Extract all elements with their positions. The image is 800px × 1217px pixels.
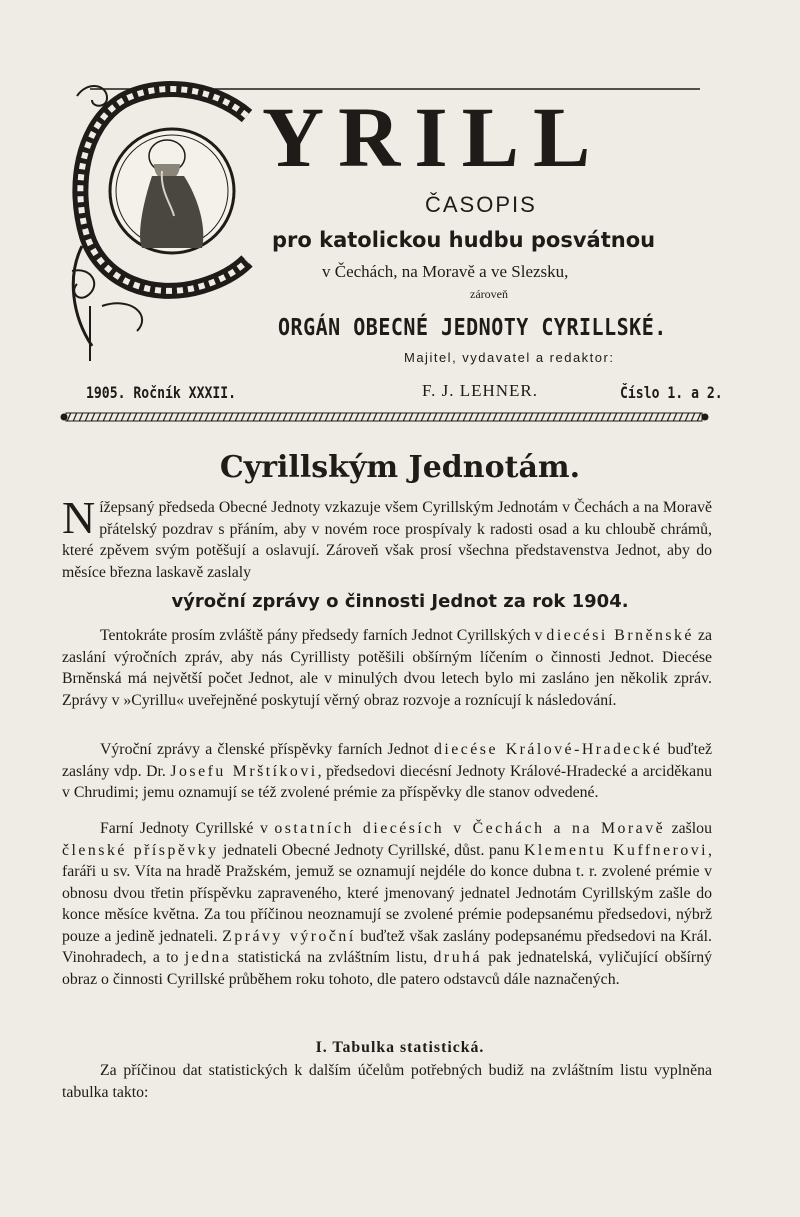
p3-emphasis-one: jedna: [184, 949, 232, 966]
p2-text-a: Výroční zprávy a členské příspěvky farních Jednot: [100, 741, 434, 758]
masthead-title: YRILL: [262, 89, 605, 185]
drop-cap: N: [62, 492, 96, 543]
masthead-issue: Číslo 1. a 2.: [620, 383, 723, 402]
article-heading: Cyrillským Jednotám.: [219, 450, 581, 485]
p3-emphasis-second: druhá: [433, 949, 482, 966]
masthead-subtitle: pro katolickou hudbu posvátnou: [272, 228, 656, 252]
masthead-year-volume: 1905. Ročník XXXII.: [86, 383, 237, 402]
p1-emphasis: diecési Brněnské: [546, 627, 694, 644]
subsection-heading: I. Tabulka statistická.: [315, 1039, 485, 1056]
p3-text-i: buďtež však zaslány podepsanému předsedovi na Král. Vinohradech, a to: [62, 927, 712, 966]
masthead-also: zároveň: [470, 287, 508, 301]
p3-text-e: jednateli Obecné Jednoty Cyrillské, důst. panu: [218, 841, 524, 859]
p2-text-e: , předsedovi diecésní Jednoty Králové-Hradecké a arciděkanu v Chrudimi; jemu oznamují se též zvolené prémie za příspěvky dle stanov odvedené.: [62, 762, 712, 801]
p2-emphasis-name: Josefu Mrštíkovi: [170, 762, 318, 780]
masthead-owner-label: Majitel, vydavatel a redaktor:: [404, 350, 615, 365]
p1-text-a: Tentokráte prosím zvláště pány předsedy farních Jednot Cyrillských v: [100, 627, 547, 644]
masthead-editor: F. J. LEHNER.: [422, 381, 539, 400]
p2-text-c: buďtež zaslány vdp. Dr.: [62, 741, 712, 780]
p3-emphasis-fees: členské příspěvky: [62, 841, 219, 859]
section-heading: výroční zprávy o činnosti Jednot za rok 1904.: [171, 591, 629, 612]
p3-emphasis-dioceses: ostatních diecésích v Čechách a na Moravě: [274, 820, 666, 837]
p3-text-k: statistická na zvláštním listu,: [231, 949, 434, 966]
journal-type: ČASOPIS: [425, 192, 537, 217]
p3-text-m: pak jednatelská, vyličující obšírný obraz o činnosti Cyrillské průběhem roku tohoto, dle patero odstavců dále naznačených.: [62, 949, 712, 988]
p1-text-c: za zaslání výročních zpráv, aby nás Cyrillisty potěšili obšírným líčením o činnosti Jednot. Diecése Brněnská má největší počet Jednot, ale v minulých dvou letech bylo mi zasláno jen několik zpráv. Zprávy v »Cyrillu« uveřejněné poskytují věrný obraz rozvoje a roznícují k následování.: [62, 627, 712, 709]
p3-emphasis-reports: Zprávy výroční: [222, 927, 356, 945]
masthead-organ: ORGÁN OBECNÉ JEDNOTY CYRILLSKÉ.: [278, 313, 667, 341]
p3-text-c: zašlou: [665, 820, 712, 837]
intro-paragraph: [62, 492, 712, 583]
intro-text: ížepsaný předseda Obecné Jednoty vzkazuje všem Cyrillským Jednotám v Čechách a na Moravě přátelský pozdrav s přáním, aby v novém roce prospívaly k radosti osad a ku chloubě chrámů, které zpěvem svým potěšují a oslavují. Zároveň však prosí všechna představenstva Jednot, aby do měsíce března laskavě zaslaly: [62, 499, 712, 581]
paragraph-brno: [62, 625, 712, 711]
masthead-regions: v Čechách, na Moravě a ve Slezsku,: [322, 262, 569, 281]
p2-emphasis-diocese: diecése Králové-Hradecké: [433, 741, 663, 758]
paragraph-hradec: [62, 739, 712, 804]
hatched-rule: [60, 410, 710, 424]
p3-emphasis-name: Klementu Kuffnerovi: [523, 841, 709, 859]
ornamental-initial-c: [62, 76, 262, 366]
p3-text-g: , faráři u sv. Víta na hradě Pražském, jemuž se oznamují nejdéle do konce dubna t. r. zvolené prémie v obnosu dvou třetin příspěvku zapraveného, které jmenovaný jednatel Jednotám Cyrillským zašle do konce měsíce května. Za tou příčinou neoznamují se zvolené prémie podepsanému předsedovi, nýbrž pouze a jedině jednateli.: [62, 841, 712, 945]
paragraph-other-dioceses: [62, 818, 712, 990]
paragraph-statistics: Za příčinou dat statistických k dalším účelům potřebných budiž na zvláštním listu vyplněna tabulka takto:: [62, 1062, 712, 1101]
p3-text-a: Farní Jednoty Cyrillské v: [100, 820, 275, 837]
